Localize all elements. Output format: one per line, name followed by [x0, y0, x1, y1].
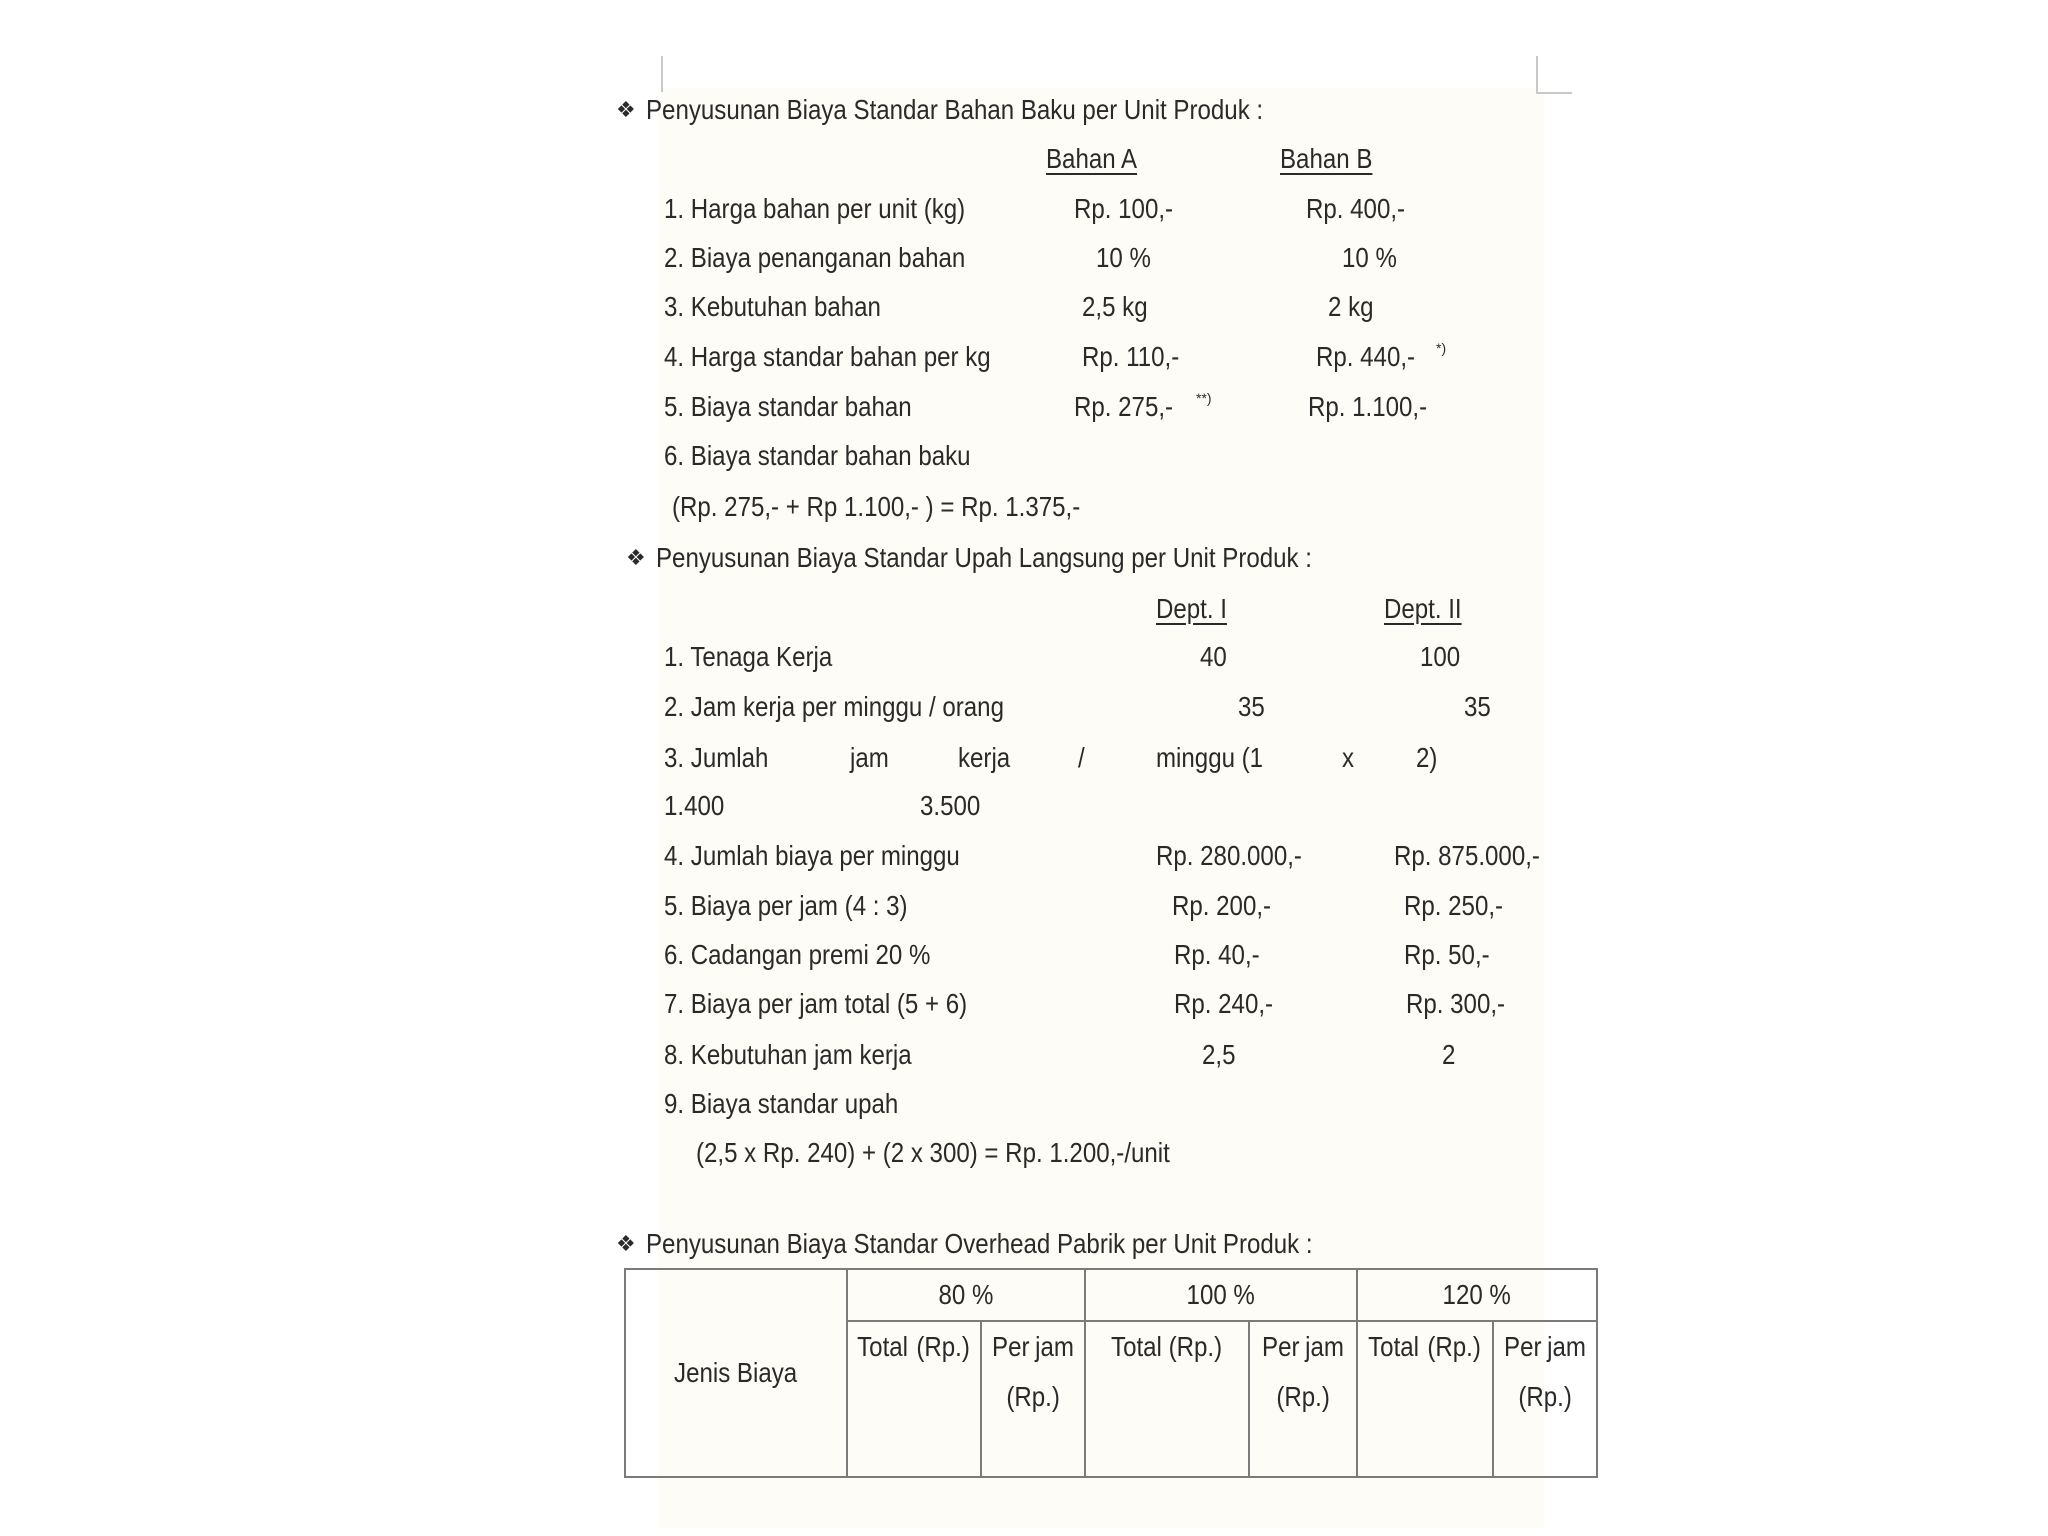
row-label: 5. Biaya per jam (4 : 3) [664, 890, 908, 921]
row-label: 4. Jumlah biaya per minggu [664, 840, 960, 871]
overhead-table [624, 1268, 1598, 1478]
row-word: jam [850, 742, 889, 773]
table-header-group: 100 % [1085, 1269, 1357, 1321]
value-cell: 2,5 [1202, 1039, 1236, 1070]
table-subheader-per-jam: Per jam(Rp.) [981, 1321, 1085, 1477]
row-label: 3. Kebutuhan bahan [664, 291, 881, 322]
value-cell: 10 % [1096, 242, 1151, 273]
column-header: Dept. II [1384, 593, 1462, 624]
section-title: Penyusunan Biaya Standar Upah Langsung per Unit Produk : [656, 542, 1312, 573]
column-header: Bahan A [1046, 143, 1138, 174]
diamond-bullet-icon: ❖ [626, 545, 646, 570]
table-header-jenis-biaya: Jenis Biaya [625, 1269, 847, 1477]
formula: (Rp. 275,- + Rp 1.100,- ) = Rp. 1.375,- [672, 491, 1081, 522]
value-cell: Rp. 280.000,- [1156, 840, 1302, 871]
row-label: 1. Tenaga Kerja [664, 641, 833, 672]
row-word: kerja [958, 742, 1011, 773]
column-header: Dept. I [1156, 593, 1227, 624]
table-subheader-per-jam: Per jam(Rp.) [1249, 1321, 1357, 1477]
section-title: Penyusunan Biaya Standar Bahan Baku per Unit Produk : [646, 94, 1264, 125]
value-cell: Rp. 400,- [1306, 193, 1406, 224]
table-subheader-total: Total (Rp.) [1357, 1321, 1493, 1477]
value-cell: Rp. 875.000,- [1394, 840, 1540, 871]
row-label: 6. Biaya standar bahan baku [664, 440, 971, 471]
page-corner-mark [657, 56, 663, 92]
row-label: 2. Biaya penanganan bahan [664, 242, 966, 273]
value-cell: 2,5 kg [1082, 291, 1148, 322]
value-cell: 2 kg [1328, 291, 1374, 322]
value-cell: 35 [1464, 691, 1491, 722]
table-subheader-total: Total (Rp.) [1085, 1321, 1249, 1477]
value-cell: 1.400 [664, 790, 725, 821]
formula: (2,5 x Rp. 240) + (2 x 300) = Rp. 1.200,-/unit [696, 1137, 1170, 1168]
value-cell: Rp. 200,- [1172, 890, 1272, 921]
value-cell: Rp. 40,- [1174, 939, 1260, 970]
value-cell: 35 [1238, 691, 1265, 722]
row-word: 3. Jumlah [664, 742, 769, 773]
value-cell: Rp. 275,- [1074, 391, 1174, 422]
section-title: Penyusunan Biaya Standar Overhead Pabrik per Unit Produk : [646, 1228, 1313, 1259]
footnote-mark: **) [1196, 390, 1212, 406]
value-cell: Rp. 1.100,- [1308, 391, 1428, 422]
value-cell: Rp. 100,- [1074, 193, 1174, 224]
row-label: 4. Harga standar bahan per kg [664, 341, 991, 372]
row-word: x [1342, 742, 1355, 773]
row-label: 9. Biaya standar upah [664, 1088, 899, 1119]
row-label: 1. Harga bahan per unit (kg) [664, 193, 966, 224]
row-word: / [1078, 742, 1085, 773]
value-cell: 2 [1442, 1039, 1456, 1070]
value-cell: 10 % [1342, 242, 1397, 273]
value-cell: 3.500 [920, 790, 981, 821]
value-cell: Rp. 50,- [1404, 939, 1490, 970]
value-cell: Rp. 110,- [1082, 341, 1180, 372]
value-cell: Rp. 240,- [1174, 988, 1274, 1019]
diamond-bullet-icon: ❖ [616, 97, 636, 122]
value-cell: Rp. 300,- [1406, 988, 1506, 1019]
table-header-group: 80 % [847, 1269, 1085, 1321]
table-header-group: 120 % [1357, 1269, 1597, 1321]
row-label: 7. Biaya per jam total (5 + 6) [664, 988, 968, 1019]
column-header: Bahan B [1280, 143, 1373, 174]
value-cell: 40 [1200, 641, 1227, 672]
table-subheader-total: Total (Rp.) [847, 1321, 981, 1477]
row-label: 6. Cadangan premi 20 % [664, 939, 931, 970]
value-cell: 100 [1420, 641, 1461, 672]
row-label: 8. Kebutuhan jam kerja [664, 1039, 912, 1070]
row-word: minggu (1 [1156, 742, 1264, 773]
page-corner-mark [1536, 56, 1572, 94]
row-label: 2. Jam kerja per minggu / orang [664, 691, 1004, 722]
table-subheader-per-jam: Per jam(Rp.) [1493, 1321, 1597, 1477]
value-cell: Rp. 440,- [1316, 341, 1416, 372]
diamond-bullet-icon: ❖ [616, 1231, 636, 1256]
value-cell: Rp. 250,- [1404, 890, 1504, 921]
footnote-mark: *) [1436, 340, 1447, 356]
row-label: 5. Biaya standar bahan [664, 391, 912, 422]
row-word: 2) [1416, 742, 1438, 773]
